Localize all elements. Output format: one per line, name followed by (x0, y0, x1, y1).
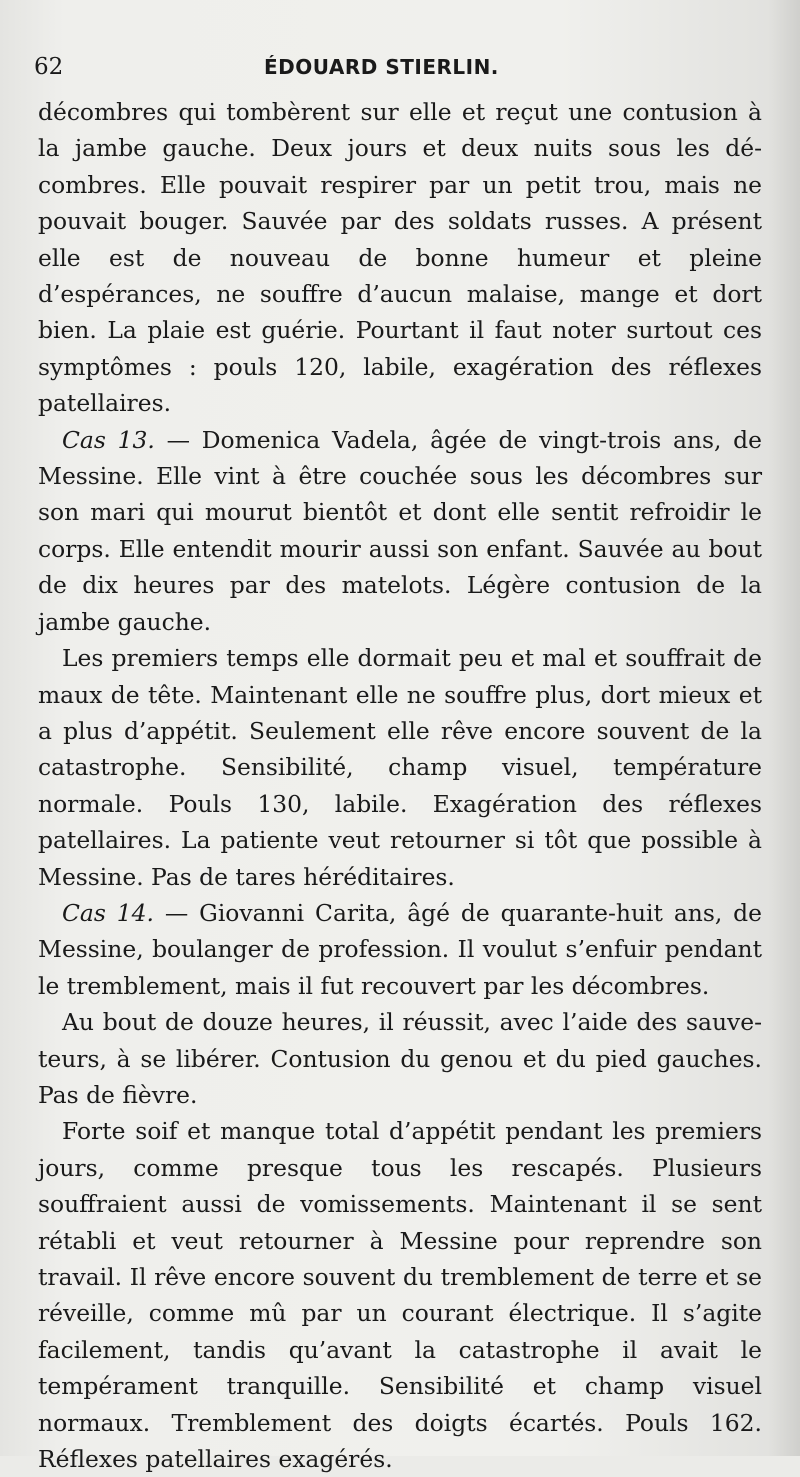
page-number: 62 (34, 54, 64, 80)
paragraph-continuation (38, 94, 762, 422)
paragraph-text: Forte soif et manque total d’appétit pendant les premiers jours, comme presque tous les rescapés. Plusieurs souffraient aussi de vomissements. Maintenant il se sent rétabli et veut retourner à Messine pour reprendre son travail. Il rêve encore souvent du tremblement de terre et se réveille, comme mû par un courant électrique. Il s’agite facilement, tandis qu’avant la catastrophe il avait le tempérament tranquille. Sensibilité et champ visuel normaux. Tremblement des doigts écartés. Pouls 162. Réflexes patellaires exagérés. (38, 1117, 762, 1474)
running-head (34, 54, 762, 96)
case-label: Cas 14. (62, 898, 154, 927)
paragraph (38, 1113, 762, 1477)
paragraph (38, 640, 762, 895)
running-title: ÉDOUARD STIERLIN. (264, 55, 499, 79)
paragraph-case-13 (38, 422, 762, 640)
paragraph-text: Au bout de douze heures, il réussit, avec l’aide des sauve-teurs, à se libérer. Contusion du genou et du pied gauches. Pas de fièvre. (38, 1008, 762, 1109)
paragraph-text: décombres qui tombèrent sur elle et reçut une contusion à la jambe gauche. Deux jours et deux nuits sous les dé-combres. Elle pouvait respirer par un petit trou, mais ne pouvait bouger. Sauvée par des soldats russes. A présent elle est de nouveau de bonne humeur et pleine d’espérances, ne souffre d’aucun malaise, mange et dort bien. La plaie est guérie. Pourtant il faut noter surtout ces symptômes : pouls 120, labile, exagération des réflexes patellaires. (38, 98, 762, 418)
body-text (38, 94, 762, 1477)
paragraph (38, 1004, 762, 1113)
paragraph-case-14 (38, 895, 762, 1004)
paragraph-text: — Giovanni Carita, âgé de quarante-huit ans, de Messine, boulanger de profession. Il voulut s’enfuir pendant le tremblement, mais il fut recouvert par les décombres. (38, 898, 762, 1000)
paragraph-text: — Domenica Vadela, âgée de vingt-trois ans, de Messine. Elle vint à être couchée sous les décombres sur son mari qui mourut bientôt et dont elle sentit refroidir le corps. Elle entendit mourir aussi son enfant. Sauvée au bout de dix heures par des matelots. Légère contusion de la jambe gauche. (38, 425, 762, 636)
case-label: Cas 13. (62, 425, 155, 454)
paragraph-text: Les premiers temps elle dormait peu et mal et souffrait de maux de tête. Maintenant elle ne souffre plus, dort mieux et a plus d’appétit. Seulement elle rêve encore souvent de la catastrophe. Sensibilité, champ visuel, température normale. Pouls 130, labile. Exagération des réflexes patellaires. La patiente veut retourner si tôt que possible à Messine. Pas de tares héréditaires. (38, 644, 762, 891)
